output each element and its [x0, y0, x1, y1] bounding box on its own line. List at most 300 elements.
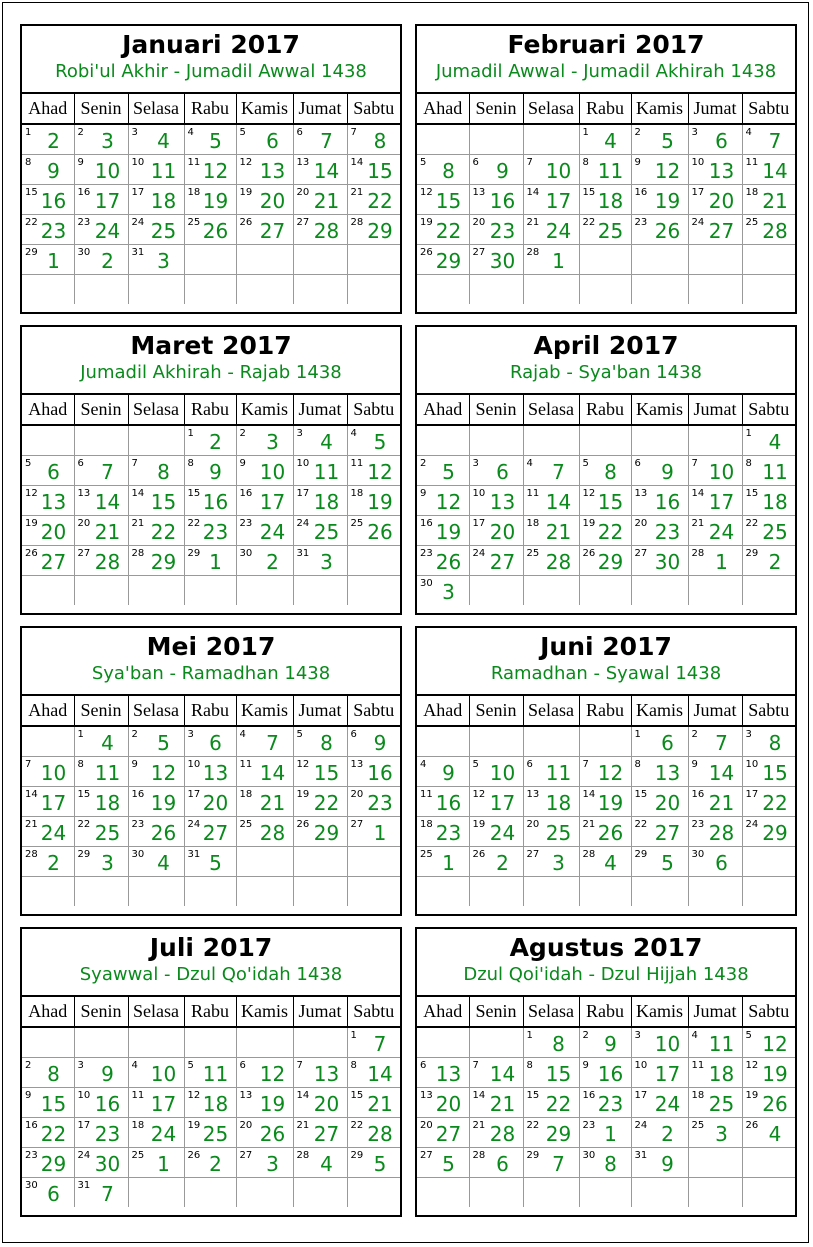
- hijri-day: 11: [597, 158, 624, 183]
- hijri-day: 18: [597, 188, 624, 213]
- week-row: [22, 425, 400, 455]
- hijri-day: 27: [708, 218, 735, 243]
- day-cell: [128, 1027, 184, 1057]
- day-cell: [184, 1147, 236, 1177]
- day-cell: [631, 1057, 688, 1087]
- hijri-day: 24: [654, 1091, 681, 1116]
- gregorian-day: 14: [472, 1089, 486, 1101]
- gregorian-day: 17: [691, 186, 705, 198]
- gregorian-day: 19: [239, 186, 253, 198]
- gregorian-day: 2: [634, 127, 641, 138]
- day-cell: [417, 184, 469, 214]
- weekday-header-row: [22, 696, 400, 726]
- gregorian-day: 22: [77, 818, 91, 830]
- hijri-day: 10: [654, 1031, 681, 1056]
- hijri-day: 30: [489, 248, 516, 273]
- day-cell: [469, 124, 523, 154]
- day-cell: [293, 1027, 347, 1057]
- week-row: [22, 1117, 400, 1147]
- day-cell: [184, 786, 236, 816]
- gregorian-day: 21: [582, 818, 596, 830]
- gregorian-day: 27: [296, 216, 310, 228]
- day-cell: [579, 124, 631, 154]
- hijri-day: 29: [313, 820, 340, 845]
- day-cell: [742, 1057, 795, 1087]
- day-cell: [469, 425, 523, 455]
- gregorian-day: 10: [77, 1089, 91, 1101]
- week-row: [22, 214, 400, 244]
- weekday-header-row: [417, 94, 795, 124]
- weekday-label: Sabtu: [347, 94, 400, 124]
- gregorian-day: 6: [526, 758, 533, 770]
- day-cell: [417, 1177, 469, 1207]
- gregorian-day: 30: [25, 1179, 38, 1191]
- day-cell: [688, 575, 742, 605]
- gregorian-day: 21: [131, 517, 145, 529]
- weekday-label: Senin: [469, 997, 523, 1027]
- hijri-day: 4: [604, 128, 617, 153]
- hijri-day: 7: [373, 1031, 387, 1056]
- day-cell: [22, 816, 74, 846]
- day-cell: [74, 515, 128, 545]
- hijri-day: 25: [94, 820, 121, 845]
- day-cell: [688, 274, 742, 304]
- day-cell: [523, 846, 579, 876]
- day-cell: [469, 876, 523, 906]
- hijri-day: 18: [545, 790, 572, 815]
- hijri-day: 25: [313, 519, 340, 544]
- gregorian-day: 26: [25, 547, 38, 559]
- gregorian-day: 3: [296, 428, 303, 439]
- day-cell: [631, 726, 688, 756]
- gregorian-day: 8: [187, 457, 194, 469]
- month-calendar: [415, 24, 797, 314]
- hijri-day: 26: [597, 820, 624, 845]
- hijri-day: 4: [768, 1121, 782, 1146]
- gregorian-day: 16: [25, 1119, 38, 1131]
- hijri-day: 22: [435, 218, 462, 243]
- day-cell: [22, 876, 74, 906]
- day-cell: [417, 1057, 469, 1087]
- month-title: Mei 2017: [146, 632, 276, 661]
- hijri-day: 15: [367, 158, 393, 183]
- day-cell: [293, 1147, 347, 1177]
- day-cell: [74, 545, 128, 575]
- gregorian-day: 16: [582, 1089, 596, 1101]
- day-cell: [22, 575, 74, 605]
- hijri-day: 25: [708, 1091, 735, 1116]
- day-cell: [184, 816, 236, 846]
- week-row: [417, 244, 795, 274]
- hijri-day: 23: [367, 790, 393, 815]
- week-row: [417, 1147, 795, 1177]
- day-cell: [469, 1117, 523, 1147]
- day-cell: [74, 756, 128, 786]
- gregorian-day: 18: [691, 1089, 705, 1101]
- day-cell: [22, 515, 74, 545]
- gregorian-day: 9: [634, 156, 641, 168]
- hijri-day: 27: [435, 1121, 462, 1146]
- gregorian-day: 13: [472, 186, 486, 198]
- day-cell: [742, 786, 795, 816]
- day-cell: [523, 184, 579, 214]
- day-cell: [417, 876, 469, 906]
- day-cell: [579, 425, 631, 455]
- gregorian-day: 4: [187, 127, 194, 138]
- hijri-day: 1: [157, 1151, 170, 1176]
- day-cell: [469, 1027, 523, 1057]
- hijri-day: 21: [489, 1091, 516, 1116]
- gregorian-day: 23: [25, 1149, 38, 1161]
- week-row: [22, 1177, 400, 1207]
- hijri-day: 26: [150, 820, 177, 845]
- hijri-day: 21: [94, 519, 121, 544]
- day-cell: [417, 786, 469, 816]
- month-calendar: [20, 24, 402, 314]
- day-cell: [184, 274, 236, 304]
- gregorian-day: 7: [296, 1059, 303, 1071]
- gregorian-day: 2: [582, 1030, 589, 1041]
- day-cell: [74, 274, 128, 304]
- gregorian-day: 6: [420, 1059, 427, 1071]
- day-cell: [128, 124, 184, 154]
- weekday-label: Kamis: [631, 94, 688, 124]
- day-cell: [688, 756, 742, 786]
- day-cell: [631, 876, 688, 906]
- week-row: [417, 786, 795, 816]
- day-cell: [22, 214, 74, 244]
- day-cell: [236, 846, 293, 876]
- weekday-label: Kamis: [236, 395, 293, 425]
- hijri-day: 1: [715, 549, 728, 574]
- day-cell: [293, 1057, 347, 1087]
- day-cell: [293, 846, 347, 876]
- day-cell: [469, 575, 523, 605]
- hijri-day: 28: [259, 820, 286, 845]
- day-cell: [417, 455, 469, 485]
- day-cell: [236, 1087, 293, 1117]
- gregorian-day: 21: [472, 1119, 486, 1131]
- day-cell: [469, 1177, 523, 1207]
- day-cell: [347, 846, 400, 876]
- week-row: [22, 816, 400, 846]
- hijri-day: 4: [320, 1151, 333, 1176]
- hijri-day: 1: [209, 549, 222, 574]
- hijri-day: 17: [708, 489, 735, 514]
- hijri-day: 8: [157, 459, 170, 484]
- hijri-day: 4: [320, 429, 333, 454]
- gregorian-day: 3: [634, 1030, 641, 1041]
- day-cell: [631, 786, 688, 816]
- hijri-day: 13: [40, 489, 67, 514]
- week-row: [22, 244, 400, 274]
- weekday-header-row: [22, 94, 400, 124]
- day-cell: [74, 786, 128, 816]
- gregorian-day: 28: [296, 1149, 310, 1161]
- day-cell: [347, 425, 400, 455]
- day-cell: [184, 485, 236, 515]
- week-row: [417, 756, 795, 786]
- day-cell: [128, 154, 184, 184]
- day-cell: [184, 1057, 236, 1087]
- hijri-day: 7: [101, 459, 114, 484]
- hijri-day: 18: [150, 188, 177, 213]
- gregorian-day: 29: [745, 547, 759, 559]
- gregorian-day: 28: [526, 246, 540, 258]
- hijri-subtitle: Ramadhan - Syawal 1438: [490, 663, 722, 684]
- day-cell: [579, 876, 631, 906]
- day-cell: [417, 214, 469, 244]
- hijri-day: 12: [259, 1061, 286, 1086]
- gregorian-day: 11: [691, 1059, 705, 1071]
- gregorian-day: 7: [350, 127, 357, 138]
- day-cell: [742, 1087, 795, 1117]
- hijri-subtitle: Sya'ban - Ramadhan 1438: [91, 663, 331, 684]
- hijri-day: 10: [489, 760, 516, 785]
- week-row: [22, 455, 400, 485]
- gregorian-day: 15: [634, 788, 648, 800]
- weekday-label: Jumat: [688, 997, 742, 1027]
- day-cell: [22, 1147, 74, 1177]
- weekday-label: Rabu: [579, 696, 631, 726]
- weekday-label: Jumat: [293, 696, 347, 726]
- hijri-day: 25: [150, 218, 177, 243]
- day-cell: [579, 214, 631, 244]
- gregorian-day: 8: [350, 1059, 357, 1071]
- hijri-day: 9: [604, 1031, 617, 1056]
- hijri-day: 14: [708, 760, 735, 785]
- day-cell: [74, 1057, 128, 1087]
- hijri-day: 26: [259, 1121, 286, 1146]
- day-cell: [128, 425, 184, 455]
- day-cell: [128, 1147, 184, 1177]
- month-calendar: [415, 626, 797, 916]
- day-cell: [579, 575, 631, 605]
- gregorian-day: 11: [420, 788, 433, 800]
- hijri-day: 23: [435, 820, 462, 845]
- hijri-day: 16: [435, 790, 462, 815]
- day-cell: [523, 214, 579, 244]
- gregorian-day: 30: [131, 848, 145, 860]
- day-cell: [469, 274, 523, 304]
- day-cell: [128, 515, 184, 545]
- hijri-day: 12: [202, 158, 229, 183]
- weekday-label: Rabu: [184, 997, 236, 1027]
- hijri-day: 4: [768, 429, 782, 454]
- day-cell: [417, 545, 469, 575]
- weekday-label: Ahad: [22, 94, 74, 124]
- month-table: [22, 997, 400, 1207]
- hijri-day: 16: [489, 188, 516, 213]
- week-row: [417, 876, 795, 906]
- gregorian-day: 10: [296, 457, 310, 469]
- gregorian-day: 15: [350, 1089, 364, 1101]
- hijri-day: 16: [94, 1091, 121, 1116]
- gregorian-day: 9: [239, 457, 246, 469]
- hijri-day: 3: [266, 1151, 279, 1176]
- hijri-day: 2: [47, 850, 60, 875]
- hijri-day: 3: [715, 1121, 728, 1146]
- gregorian-day: 11: [239, 758, 253, 770]
- hijri-subtitle: Dzul Qoi'idah - Dzul Hijjah 1438: [463, 964, 749, 985]
- gregorian-day: 14: [25, 788, 38, 800]
- hijri-day: 17: [94, 188, 121, 213]
- hijri-day: 27: [259, 218, 286, 243]
- day-cell: [579, 184, 631, 214]
- gregorian-day: 3: [745, 729, 752, 740]
- week-row: [417, 1057, 795, 1087]
- hijri-day: 8: [373, 128, 387, 153]
- hijri-day: 22: [367, 188, 393, 213]
- day-cell: [523, 485, 579, 515]
- hijri-day: 12: [150, 760, 177, 785]
- gregorian-day: 29: [350, 1149, 364, 1161]
- weekday-label: Kamis: [236, 94, 293, 124]
- day-cell: [293, 124, 347, 154]
- gregorian-day: 12: [187, 1089, 201, 1101]
- day-cell: [74, 846, 128, 876]
- hijri-day: 6: [496, 459, 509, 484]
- month-title: Maret 2017: [130, 331, 292, 360]
- hijri-day: 28: [94, 549, 121, 574]
- gregorian-day: 12: [420, 186, 433, 198]
- gregorian-day: 3: [77, 1059, 84, 1071]
- gregorian-day: 5: [25, 457, 32, 469]
- gregorian-day: 31: [296, 547, 310, 559]
- gregorian-day: 31: [634, 1149, 648, 1161]
- gregorian-day: 17: [77, 1119, 91, 1131]
- weekday-label: Sabtu: [347, 696, 400, 726]
- weekday-label: Kamis: [236, 997, 293, 1027]
- day-cell: [236, 786, 293, 816]
- week-row: [417, 485, 795, 515]
- day-cell: [22, 545, 74, 575]
- hijri-day: 2: [496, 850, 509, 875]
- gregorian-day: 30: [691, 848, 705, 860]
- day-cell: [631, 485, 688, 515]
- day-cell: [523, 726, 579, 756]
- gregorian-day: 6: [77, 457, 84, 469]
- gregorian-day: 20: [296, 186, 310, 198]
- day-cell: [74, 124, 128, 154]
- gregorian-day: 9: [420, 487, 427, 499]
- gregorian-day: 1: [350, 1030, 357, 1041]
- month-calendar: [415, 325, 797, 615]
- day-cell: [74, 455, 128, 485]
- hijri-day: 28: [762, 218, 788, 243]
- day-cell: [347, 575, 400, 605]
- weekday-label: Ahad: [22, 997, 74, 1027]
- gregorian-day: 10: [187, 758, 201, 770]
- hijri-day: 1: [604, 1121, 617, 1146]
- hijri-day: 13: [435, 1061, 462, 1086]
- gregorian-day: 19: [296, 788, 310, 800]
- day-cell: [742, 154, 795, 184]
- week-row: [417, 425, 795, 455]
- hijri-day: 17: [40, 790, 67, 815]
- day-cell: [631, 425, 688, 455]
- gregorian-day: 1: [25, 127, 32, 138]
- hijri-day: 1: [442, 850, 455, 875]
- hijri-day: 27: [313, 1121, 340, 1146]
- day-cell: [74, 485, 128, 515]
- gregorian-day: 4: [239, 729, 246, 740]
- hijri-day: 21: [259, 790, 286, 815]
- hijri-day: 13: [654, 760, 681, 785]
- day-cell: [293, 274, 347, 304]
- hijri-day: 12: [367, 459, 393, 484]
- weekday-label: Sabtu: [742, 395, 795, 425]
- hijri-day: 2: [47, 128, 60, 153]
- hijri-day: 11: [762, 459, 788, 484]
- gregorian-day: 6: [634, 457, 641, 469]
- gregorian-day: 27: [420, 1149, 433, 1161]
- day-cell: [417, 575, 469, 605]
- gregorian-day: 23: [420, 547, 433, 559]
- day-cell: [469, 214, 523, 244]
- month-calendar: [20, 927, 402, 1217]
- day-cell: [579, 244, 631, 274]
- weekday-label: Sabtu: [347, 997, 400, 1027]
- gregorian-day: 16: [77, 186, 91, 198]
- hijri-day: 21: [545, 519, 572, 544]
- gregorian-day: 18: [745, 186, 759, 198]
- week-row: [22, 154, 400, 184]
- day-cell: [417, 1087, 469, 1117]
- day-cell: [523, 154, 579, 184]
- day-cell: [579, 1177, 631, 1207]
- gregorian-day: 26: [239, 216, 253, 228]
- hijri-day: 18: [708, 1061, 735, 1086]
- day-cell: [236, 545, 293, 575]
- day-cell: [347, 726, 400, 756]
- day-cell: [347, 515, 400, 545]
- week-row: [417, 184, 795, 214]
- hijri-day: 8: [320, 730, 333, 755]
- day-cell: [293, 515, 347, 545]
- gregorian-day: 6: [350, 729, 357, 740]
- hijri-day: 28: [313, 218, 340, 243]
- hijri-day: 19: [202, 188, 229, 213]
- hijri-day: 23: [597, 1091, 624, 1116]
- weekday-label: Jumat: [688, 696, 742, 726]
- day-cell: [523, 1087, 579, 1117]
- weekday-label: Ahad: [22, 696, 74, 726]
- week-row: [417, 154, 795, 184]
- gregorian-day: 18: [526, 517, 540, 529]
- day-cell: [184, 184, 236, 214]
- day-cell: [128, 756, 184, 786]
- gregorian-day: 25: [420, 848, 433, 860]
- hijri-day: 3: [320, 549, 333, 574]
- day-cell: [184, 214, 236, 244]
- hijri-day: 29: [545, 1121, 572, 1146]
- week-row: [417, 1087, 795, 1117]
- hijri-day: 19: [597, 790, 624, 815]
- hijri-day: 28: [708, 820, 735, 845]
- gregorian-day: 16: [420, 517, 433, 529]
- gregorian-day: 5: [745, 1030, 752, 1041]
- week-row: [417, 1027, 795, 1057]
- day-cell: [742, 1027, 795, 1057]
- hijri-day: 28: [545, 549, 572, 574]
- gregorian-day: 8: [634, 758, 641, 770]
- gregorian-day: 23: [634, 216, 648, 228]
- day-cell: [688, 726, 742, 756]
- hijri-day: 10: [708, 459, 735, 484]
- day-cell: [128, 1177, 184, 1207]
- hijri-day: 24: [545, 218, 572, 243]
